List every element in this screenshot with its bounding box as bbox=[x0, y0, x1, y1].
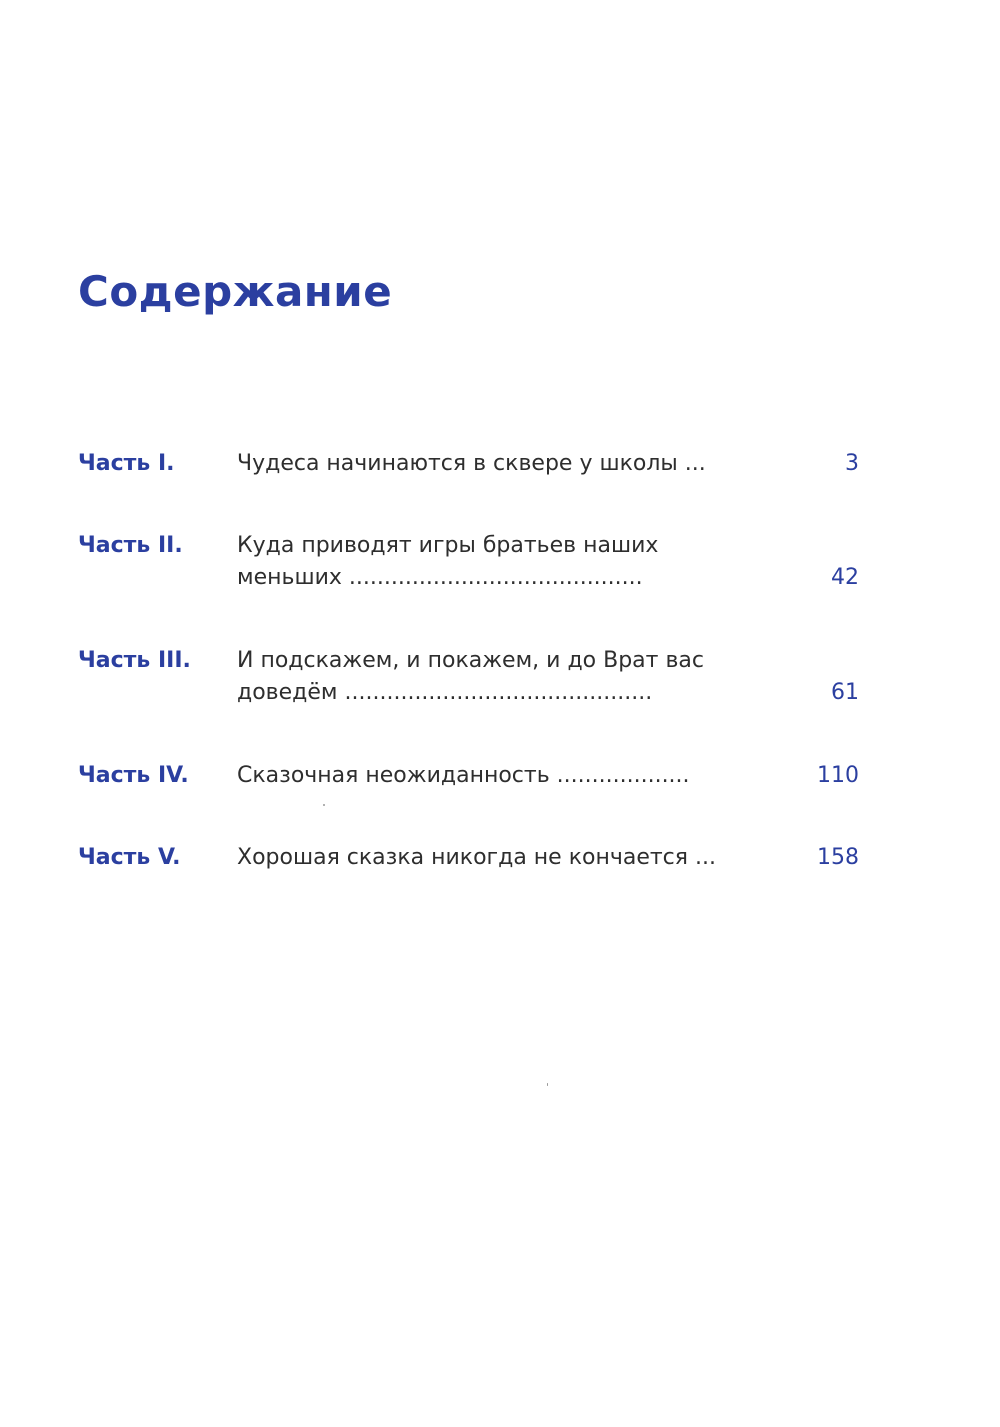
toc-page-number: 158 bbox=[817, 845, 859, 870]
toc-entry-title-line: Чудеса начинаются в сквере у школы ... bbox=[237, 451, 706, 476]
toc-entry-title-line: Хорошая сказка никогда не кончается ... bbox=[237, 845, 716, 870]
toc-page-number: 61 bbox=[831, 680, 859, 705]
toc-entry-title bbox=[237, 842, 797, 874]
toc-page-number: 42 bbox=[831, 565, 859, 590]
toc-part-label: Часть I. bbox=[78, 451, 175, 476]
toc-part-label: Часть II. bbox=[78, 533, 183, 558]
scan-speck bbox=[323, 804, 325, 806]
toc-part-label: Часть IV. bbox=[78, 763, 189, 788]
toc-entry-title-line: И подскажем, и покажем, и до Врат вас bbox=[237, 648, 704, 673]
toc-part-label: Часть V. bbox=[78, 845, 181, 870]
toc-entry-title-line: Сказочная неожиданность ................... bbox=[237, 763, 690, 788]
toc-part-label: Часть III. bbox=[78, 648, 191, 673]
page-title: Содержание bbox=[78, 267, 393, 316]
toc-entry-title-line: доведём ............................................ bbox=[237, 680, 653, 705]
toc-entry-title bbox=[237, 760, 797, 792]
toc-entry-title-line: меньших .......................................... bbox=[237, 565, 643, 590]
toc-entry-title bbox=[237, 530, 797, 594]
toc-entry-title-line: Куда приводят игры братьев наших bbox=[237, 533, 659, 558]
scan-speck bbox=[547, 1083, 548, 1086]
toc-page-number: 110 bbox=[817, 763, 859, 788]
toc-page-number: 3 bbox=[845, 451, 859, 476]
toc-entry-title bbox=[237, 448, 797, 480]
toc-entry-title bbox=[237, 645, 797, 709]
